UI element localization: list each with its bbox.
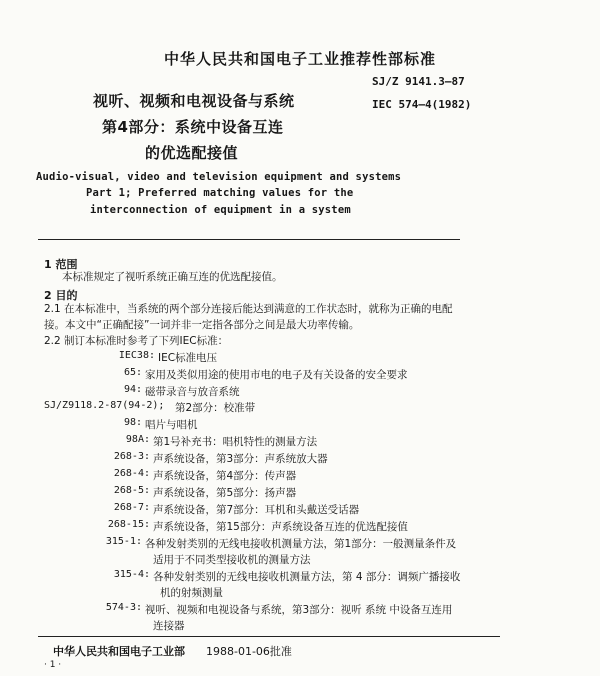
- org-title: 中华人民共和国电子工业推荐性部标准: [163, 50, 436, 68]
- ref-number: 574-3:: [105, 602, 142, 613]
- ref-number: 268-4:: [113, 468, 150, 479]
- ref-number: 268-7:: [113, 502, 150, 513]
- ref-number: 65:: [123, 367, 142, 378]
- std-code: SJ/Z 9141.3—87: [372, 75, 465, 88]
- ref-number: 315-4:: [113, 569, 150, 580]
- ref-title-cont: 连接器: [153, 620, 185, 632]
- ref-number: 94:: [123, 384, 142, 395]
- ref-number: 98:: [123, 417, 142, 428]
- ref-title-cont: 适用于不同类型接收机的测量方法: [153, 554, 311, 566]
- title-en-line3: interconnection of equipment in a system: [90, 204, 351, 216]
- ref-title: 视听、视频和电视设备与系统，第3部分：视听 系统 中设备互连用: [145, 604, 453, 616]
- footer-issuer: 中华人民共和国电子工业部: [53, 645, 185, 658]
- ref-title: IEC标准电压: [158, 352, 218, 364]
- ref-title: 声系统设备，第5部分：扬声器: [153, 487, 297, 499]
- footer-approval: 1988-01-06批准: [206, 645, 292, 658]
- ref-title: 唱片与唱机: [145, 419, 198, 431]
- ref-number: 268-5:: [113, 485, 150, 496]
- section-2-1-line2: 接。本文中“正确配接”一词并非一定指各部分之间是最大功率传输。: [44, 319, 360, 331]
- section-2-2-text: 2.2 制订本标准时参考了下列IEC标准：: [44, 335, 229, 347]
- ref-title: 各种发射类别的无线电接收机测量方法，第1部分：一般测量条件及: [145, 538, 457, 550]
- section-1-heading: 1 范围: [44, 258, 78, 271]
- ref-title: 声系统设备，第7部分：耳机和头戴送受话器: [153, 504, 360, 516]
- header-rule: [38, 239, 460, 240]
- ref-number: IEC38:: [118, 350, 155, 361]
- title-en-line1: Audio-visual, video and television equipment and systems: [36, 171, 402, 183]
- title-en-line2: Part 1; Preferred matching values for the: [86, 187, 354, 199]
- ref-title-cont: 机的射频测量: [160, 587, 223, 599]
- ref-title: 磁带录音与放音系统: [145, 386, 240, 398]
- section-1-text: 本标准规定了视听系统正确互连的优选配接值。: [62, 271, 283, 283]
- ref-number: 315-1:: [105, 536, 142, 547]
- ref-number: 268-15:: [107, 519, 150, 530]
- ref-title: 第1号补充书：唱机特性的测量方法: [153, 436, 318, 448]
- iec-code: IEC 574—4(1982): [372, 98, 472, 111]
- section-2-1-line1: 2.1 在本标准中，当系统的两个部分连接后能达到满意的工作状态时，就称为正确的电配: [44, 303, 453, 315]
- ref-title: 声系统设备，第4部分：传声器: [153, 470, 297, 482]
- title-cn-line1: 视听、视频和电视设备与系统: [93, 92, 295, 110]
- section-2-heading: 2 目的: [44, 289, 78, 302]
- ref-title: 声系统设备，第15部分：声系统设备互连的优选配接值: [153, 521, 408, 533]
- ref-number: 98A:: [125, 434, 150, 445]
- ref-number: 268-3:: [113, 451, 150, 462]
- ref-number: SJ/Z9118.2-87(94-2);: [44, 400, 165, 411]
- title-cn-line2: 第4部分：系统中设备互连: [102, 118, 284, 136]
- footer-rule: [38, 636, 500, 637]
- ref-title: 各种发射类别的无线电接收机测量方法，第 4 部分：调频广播接收: [153, 571, 461, 583]
- ref-title: 家用及类似用途的使用市电的电子及有关设备的安全要求: [145, 369, 408, 381]
- ref-title: 第2部分：校准带: [175, 402, 256, 414]
- ref-title: 声系统设备，第3部分：声系统放大器: [153, 453, 328, 465]
- title-cn-line3: 的优选配接值: [145, 144, 239, 162]
- page-number: · 1 ·: [44, 660, 62, 670]
